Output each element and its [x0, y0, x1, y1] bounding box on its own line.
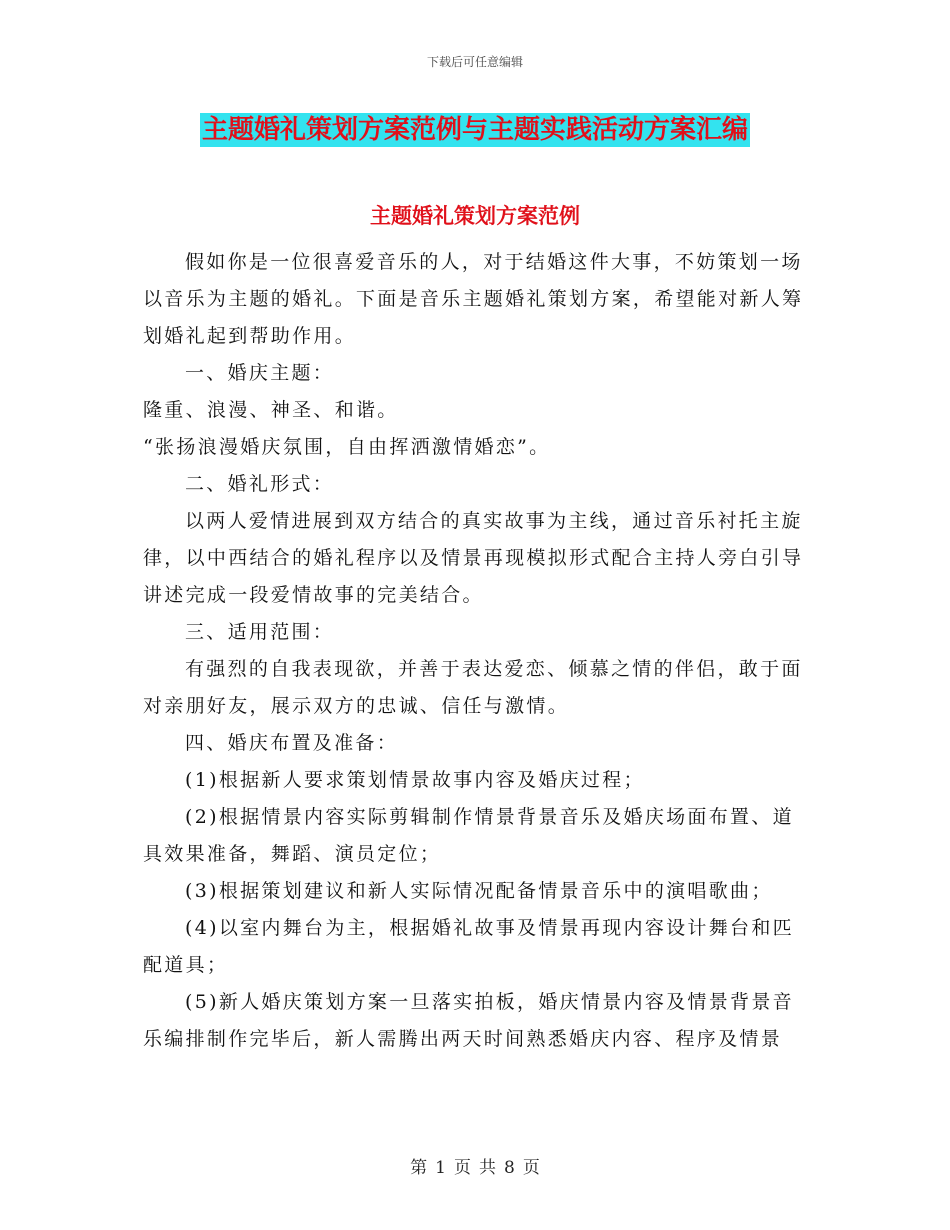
- section-title: 主题婚礼策划方案范例: [370, 203, 580, 228]
- document-body: [143, 244, 807, 1058]
- heading-form: 二、婚礼形式：: [185, 473, 335, 495]
- list-item-preparation-2: (2)根据情景内容实际剪辑制作情景背景音乐及婚庆场面布置、道具效果准备，舞蹈、演员定位；: [143, 806, 794, 865]
- heading-theme: 一、婚庆主题：: [185, 362, 335, 384]
- paragraph-theme-words: 隆重、浪漫、神圣、和谐。: [143, 399, 399, 421]
- paragraph-form: 以两人爱情进展到双方结合的真实故事为主线，通过音乐衬托主旋律，以中西结合的婚礼程序以及情景再现模拟形式配合主持人旁白引导讲述完成一段爱情故事的完美结合。: [143, 510, 804, 606]
- paragraph-intro: 假如你是一位很喜爱音乐的人，对于结婚这件大事，不妨策划一场以音乐为主题的婚礼。下面是音乐主题婚礼策划方案，希望能对新人筹划婚礼起到帮助作用。: [143, 251, 804, 347]
- list-item-preparation-3: (3)根据策划建议和新人实际情况配备情景音乐中的演唱歌曲；: [185, 880, 773, 902]
- paragraph-theme-slogan: “张扬浪漫婚庆氛围，自由挥洒激情婚恋”。: [143, 436, 551, 458]
- heading-preparation: 四、婚庆布置及准备：: [185, 732, 399, 754]
- list-item-preparation-5: (5)新人婚庆策划方案一旦落实拍板，婚庆情景内容及情景背景音乐编排制作完毕后，新人需腾出两天时间熟悉婚庆内容、程序及情景: [143, 991, 794, 1050]
- main-title-container: [0, 113, 950, 147]
- footer-label-prefix: 第: [410, 1158, 428, 1178]
- footer-label-total: 共: [479, 1158, 496, 1178]
- page-header-note: 下载后可任意编辑: [426, 55, 523, 69]
- page-footer: [0, 1153, 950, 1178]
- heading-scope: 三、适用范围：: [185, 621, 335, 643]
- list-item-preparation-1: (1)根据新人要求策划情景故事内容及婚庆过程；: [185, 769, 645, 791]
- document-main-title: 主题婚礼策划方案范例与主题实践活动方案汇编: [201, 115, 748, 145]
- footer-total-pages: 8: [504, 1158, 515, 1178]
- list-item-preparation-4: (4)以室内舞台为主，根据婚礼故事及情景再现内容设计舞台和匹配道具；: [143, 917, 794, 976]
- footer-label-page: 页: [454, 1158, 471, 1178]
- paragraph-scope: 有强烈的自我表现欲，并善于表达爱恋、倾慕之情的伴侣，敢于面对亲朋好友，展示双方的忠诚、信任与激情。: [143, 658, 803, 717]
- footer-label-page-end: 页: [522, 1158, 540, 1178]
- footer-current-page: 1: [435, 1158, 446, 1178]
